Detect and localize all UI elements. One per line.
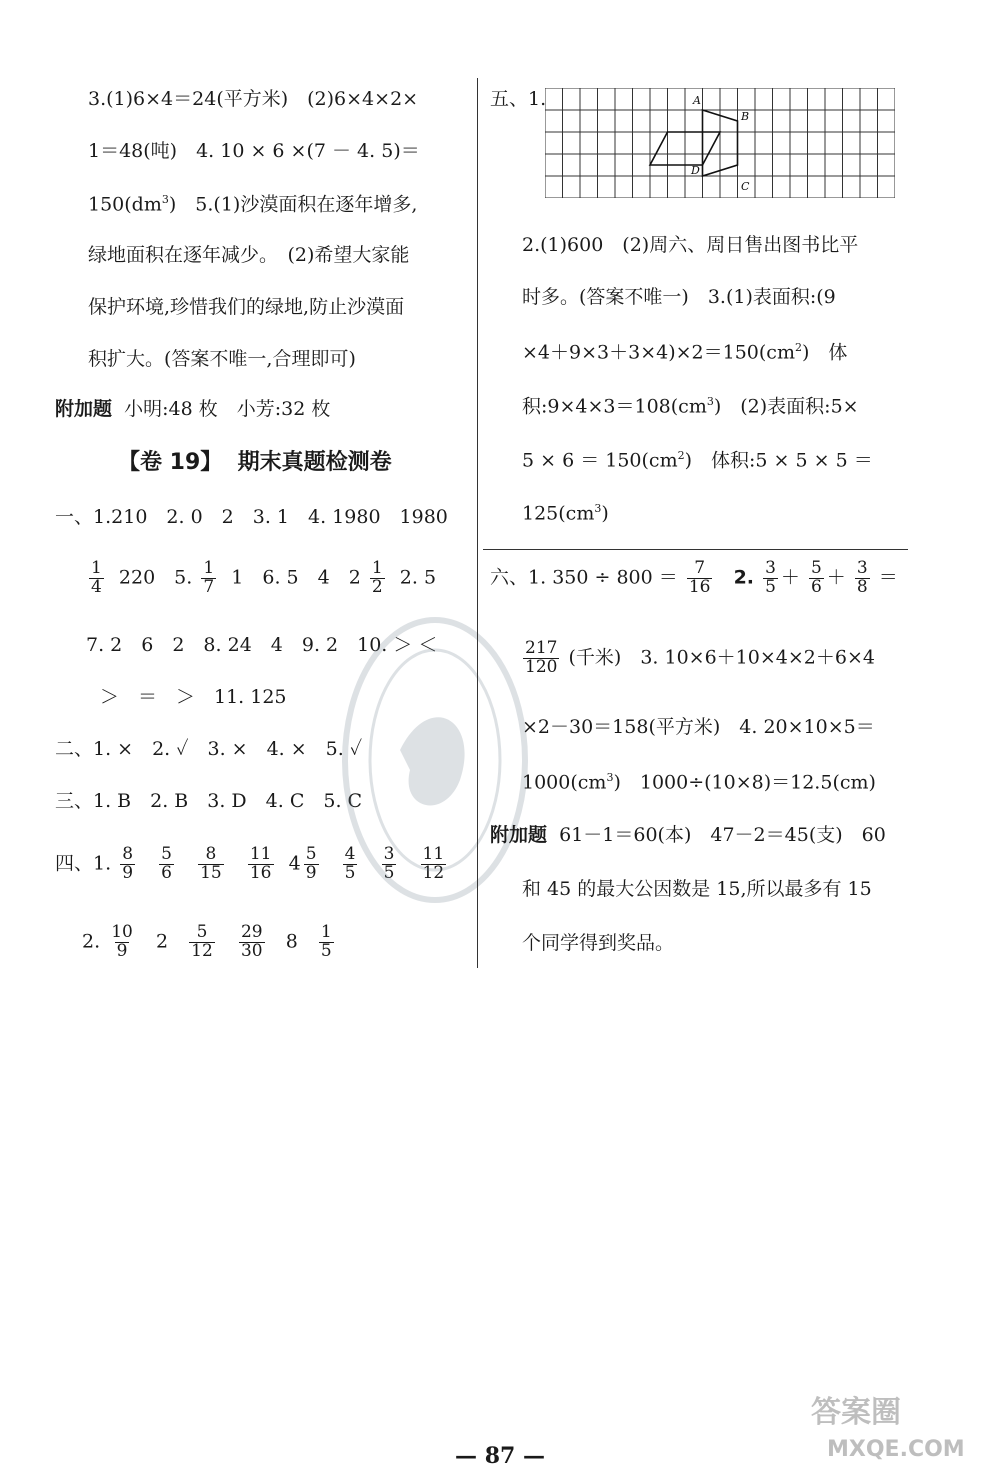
grid-label-b: B <box>741 110 750 123</box>
left-line-3: $150(dm^3)$ 5.(1)沙漠面积在逐年增多, <box>88 193 418 216</box>
section-separator <box>483 549 908 550</box>
right-line-4: 积$:9\times 4\times 3=108(cm^3)$ (2)表面积:5× <box>522 395 859 418</box>
fraction: $\frac{1}{5}$ <box>320 922 332 961</box>
sec1-line4: ＞ ＝ ＞ 11. 125 <box>100 686 287 708</box>
grid-figure <box>545 88 895 198</box>
fraction: $\frac{5}{9}$ <box>305 844 317 883</box>
sec4-line2: 2. $\frac{10}{9}$ 2 $\frac{5}{12}$ $\frac{29}{30}$ 8 $\frac{1}{5}$ <box>82 922 332 961</box>
left-line-4: 绿地面积在逐年减少。 (2)希望大家能 <box>88 244 410 266</box>
left-extra-question: 附加题 小明:48 枚 小芳:32 枚 <box>55 398 331 420</box>
fraction: $\frac{3}{8}$ <box>856 558 868 597</box>
fraction: $\frac{1}{4}$ <box>91 558 102 597</box>
left-line-5: 保护环境,珍惜我们的绿地,防止沙漠面 <box>88 296 405 318</box>
sec1-line2: $\frac{1}{4}$ 220 5. $\frac{1}{7}$ 1 6. 5 4 2 $\frac{1}{2}$ 2. 5 <box>91 558 437 597</box>
sec6-line1: 六、1. 350 ÷ 800 ＝ $\frac{7}{16}$ 2. $\frac{3}{5}$ ＋ $\frac{5}{6}$ ＋ $\frac{3}{8}$ ＝ <box>490 558 898 597</box>
column-divider <box>477 78 478 968</box>
svg-text:答案圈: 答案圈 <box>811 1395 901 1430</box>
fraction: $\frac{3}{5}$ <box>383 844 395 883</box>
faint-stamp-graphic <box>340 610 530 910</box>
right-extra-line3: 个同学得到奖品。 <box>522 932 675 954</box>
sec1-line1: 一、1.210 2. 0 2 3. 1 4. 1980 1980 <box>55 506 448 528</box>
fraction: $\frac{5}{6}$ <box>810 558 822 597</box>
fraction: $\frac{1}{7}$ <box>203 558 215 597</box>
fraction: $\frac{5}{6}$ <box>161 844 172 883</box>
sec6-line2: $\frac{217}{120}$ (千米) 3. 10×6＋10×4×2＋6×4 <box>525 638 875 677</box>
sec4-line1: 四、1. $\frac{8}{9}$ $\frac{5}{6}$ $\frac{8}{15}$ $\frac{11}{16}$ 4 $\frac{5}{9}$ $\frac{4}{5}$ $\frac{3}{5}$ $\frac{11}{12}$ <box>55 844 445 883</box>
right-extra-question: 附加题 61－1＝60(本) 47－2＝45(支) 60 <box>490 824 886 846</box>
left-line-6: 积扩大。(答案不唯一,合理即可) <box>88 348 356 370</box>
fraction: $\frac{5}{12}$ <box>191 922 213 961</box>
page-number: — 87 — <box>455 1443 545 1469</box>
fraction: $\frac{217}{120}$ <box>525 638 558 677</box>
right-line-2: 时多。(答案不唯一) 3.(1)表面积:(9 <box>522 286 836 308</box>
right-line-5: $5 \times 6 = 150(cm^2)$ 体积:5 × 5 × 5 ＝ <box>522 449 873 472</box>
section-title: 【卷 19】 期末真题检测卷 <box>118 450 392 475</box>
fraction: $\frac{7}{16}$ <box>688 558 711 597</box>
sec1-line3: 7. 2 6 2 8. 24 4 9. 2 10. ＞ ＜ <box>86 634 438 656</box>
sec3-line: 三、1. B 2. B 3. D 4. C 5. C <box>55 790 363 812</box>
fraction: $\frac{3}{5}$ <box>765 558 776 597</box>
grid-label-c: C <box>741 180 750 193</box>
sec2-line: 二、1. × 2. ✓ 3. × 4. × 5. ✓ <box>55 738 363 760</box>
sec6-line3: ×2－30＝158(平方米) 4. 20×10×5＝ <box>522 716 875 738</box>
right-line-1: 2.(1)600 (2)周六、周日售出图书比平 <box>522 234 859 256</box>
fraction: $\frac{8}{15}$ <box>200 844 222 883</box>
fraction: $\frac{1}{2}$ <box>371 558 383 597</box>
fraction: $\frac{8}{9}$ <box>122 844 134 883</box>
left-line-2: 1＝48(吨) 4. 10 × 6 ×(7 － 4. 5)＝ <box>88 140 420 162</box>
fraction: $\frac{11}{12}$ <box>422 844 445 883</box>
grid-label-d: D <box>691 164 700 177</box>
right-line-6: $125(cm^3)$ <box>522 502 609 525</box>
sec5-label: 五、1. <box>490 88 547 110</box>
watermark-logo <box>807 1384 982 1464</box>
sec6-line4: $1000(cm^3)$ 1000÷(10×8)＝12.5(cm) <box>522 771 876 794</box>
grid-label-a: A <box>693 94 701 107</box>
right-line-3: $\times 4+9\times 3+3\times 4)\times 2=150(cm^2)$ 体 <box>522 341 848 364</box>
svg-text:MXQE.COM: MXQE.COM <box>827 1437 965 1462</box>
right-extra-line2: 和 45 的最大公因数是 15,所以最多有 15 <box>522 878 872 900</box>
fraction: $\frac{29}{30}$ <box>240 922 263 961</box>
fraction: $\frac{11}{16}$ <box>249 844 272 883</box>
fraction: $\frac{4}{5}$ <box>344 844 356 883</box>
left-line-1: 3.(1)6×4＝24(平方米) (2)6×4×2× <box>88 88 419 110</box>
fraction: $\frac{10}{9}$ <box>111 922 133 961</box>
